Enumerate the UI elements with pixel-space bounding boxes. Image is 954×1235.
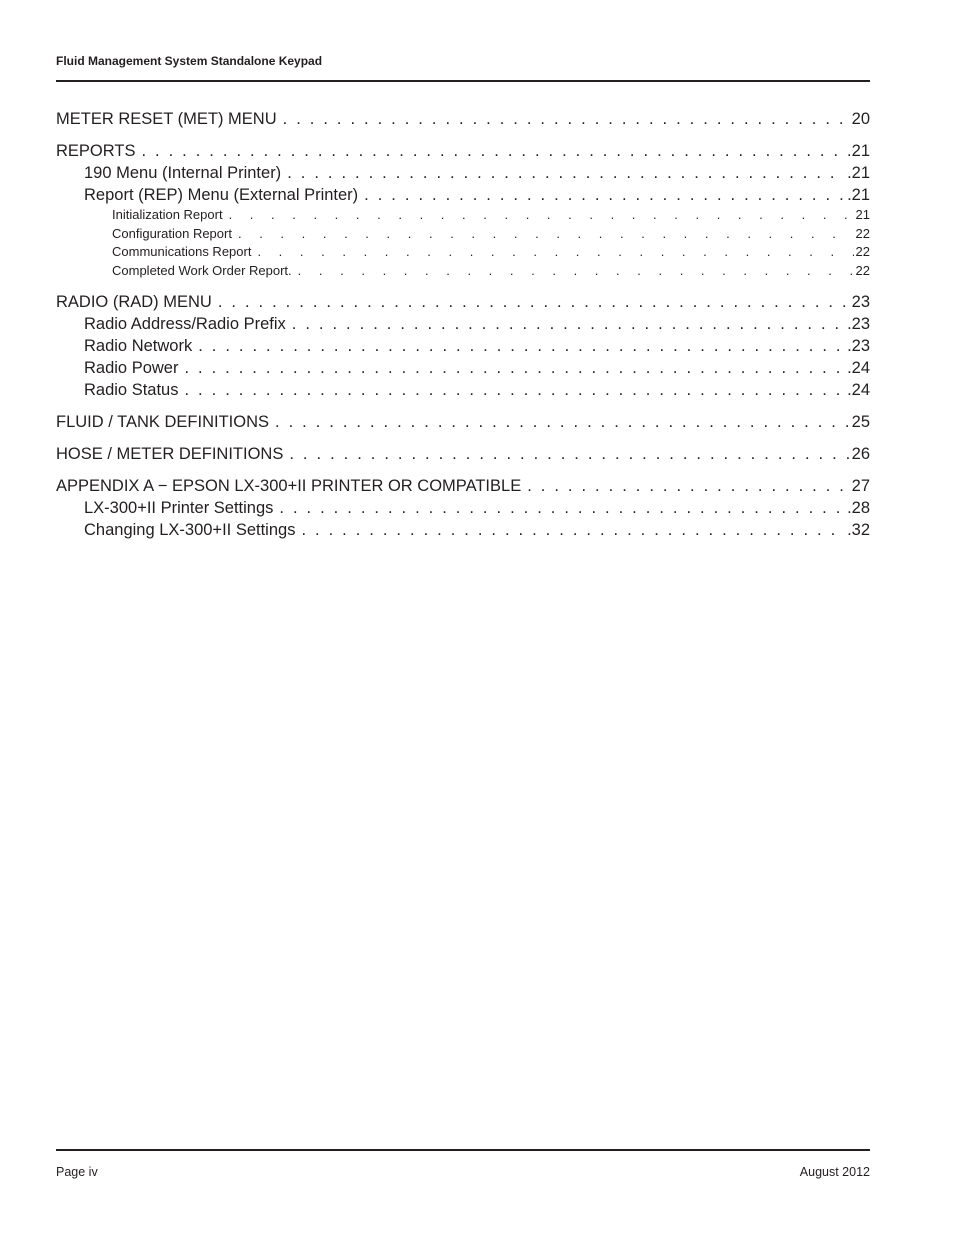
- toc-dot-leader: [279, 497, 845, 519]
- table-of-contents: [56, 108, 870, 541]
- toc-entry[interactable]: [56, 108, 870, 130]
- toc-entry-page-number: .28: [847, 498, 870, 517]
- toc-entry-page-number: 21: [851, 142, 870, 160]
- toc-entry-page-number: 22: [855, 225, 870, 241]
- document-header-title: Fluid Management System Standalone Keypad: [56, 54, 323, 68]
- toc-entry-title: REPORTS: [56, 142, 136, 160]
- toc-entry[interactable]: [56, 243, 870, 262]
- toc-entry-page-number: .21: [847, 164, 870, 182]
- toc-entry[interactable]: [56, 475, 870, 497]
- toc-entry-title: Radio Address/Radio Prefix: [84, 314, 286, 333]
- toc-entry-page-number: 21: [855, 207, 870, 222]
- toc-entry-title: Radio Power: [84, 358, 179, 377]
- footer-date: August 2012: [799, 1165, 870, 1179]
- toc-dot-leader: [289, 443, 849, 465]
- toc-entry-page-number: 25: [851, 412, 870, 431]
- toc-dot-leader: [301, 519, 845, 541]
- toc-dot-leader: [298, 262, 854, 281]
- toc-entry[interactable]: [56, 497, 870, 519]
- toc-entry[interactable]: [56, 206, 870, 225]
- toc-entry-page-number: 22: [855, 244, 870, 260]
- toc-entry-page-number: 27: [851, 476, 870, 495]
- toc-entry-page-number: 22: [855, 263, 870, 279]
- toc-entry-page-number: .23: [847, 314, 870, 333]
- toc-entry[interactable]: [56, 162, 870, 184]
- toc-entry-title: Radio Network: [84, 336, 193, 355]
- header-divider: [56, 80, 870, 82]
- toc-entry-page-number: .21: [847, 186, 870, 204]
- toc-dot-leader: [141, 140, 849, 162]
- toc-dot-leader: [218, 291, 850, 313]
- toc-entry-title: Communications Report: [112, 244, 252, 260]
- toc-entry[interactable]: [56, 411, 870, 433]
- toc-entry-title: FLUID / TANK DEFINITIONS: [56, 412, 269, 431]
- toc-entry-title: Radio Status: [84, 380, 179, 399]
- toc-entry[interactable]: [56, 262, 870, 281]
- toc-entry[interactable]: [56, 140, 870, 162]
- toc-entry-page-number: 23: [851, 292, 870, 311]
- toc-entry-page-number: .24: [847, 380, 870, 399]
- toc-entry-title: LX-300+II Printer Settings: [84, 498, 274, 517]
- toc-entry[interactable]: [56, 313, 870, 335]
- toc-entry-page-number: .24: [847, 358, 870, 377]
- toc-entry[interactable]: [56, 335, 870, 357]
- toc-entry-title: 190 Menu (Internal Printer): [84, 164, 282, 182]
- toc-entry-page-number: 26: [851, 444, 870, 463]
- toc-entry-title: APPENDIX A − EPSON LX-300+II PRINTER OR COMPATIBLE: [56, 476, 522, 495]
- toc-entry[interactable]: [56, 519, 870, 541]
- toc-entry-title: Changing LX-300+II Settings: [84, 520, 296, 539]
- toc-entry-title: HOSE / METER DEFINITIONS: [56, 444, 284, 463]
- toc-entry-page-number: .23: [847, 336, 870, 355]
- toc-entry-page-number: 20: [851, 110, 870, 128]
- toc-dot-leader: [229, 206, 854, 225]
- toc-entry-title: Initialization Report: [112, 207, 223, 222]
- toc-dot-leader: [275, 411, 850, 433]
- toc-dot-leader: [292, 313, 845, 335]
- toc-dot-leader: [238, 225, 854, 244]
- toc-dot-leader: [364, 184, 845, 206]
- toc-entry-title: Completed Work Order Report.: [112, 263, 292, 279]
- footer-page-label: Page iv: [56, 1165, 98, 1179]
- toc-dot-leader: [198, 335, 845, 357]
- toc-dot-leader: [283, 108, 850, 130]
- footer-divider: [56, 1149, 870, 1151]
- toc-entry[interactable]: [56, 379, 870, 401]
- toc-dot-leader: [287, 162, 845, 184]
- toc-entry-title: Report (REP) Menu (External Printer): [84, 186, 359, 204]
- toc-entry-page-number: .32: [847, 520, 870, 539]
- toc-dot-leader: [527, 475, 849, 497]
- toc-entry[interactable]: [56, 291, 870, 313]
- toc-entry-title: METER RESET (MET) MENU: [56, 110, 277, 128]
- toc-dot-leader: [257, 243, 853, 262]
- toc-dot-leader: [184, 357, 845, 379]
- toc-dot-leader: [184, 379, 845, 401]
- toc-entry[interactable]: [56, 225, 870, 244]
- toc-entry[interactable]: [56, 443, 870, 465]
- toc-entry-title: Configuration Report: [112, 225, 232, 241]
- toc-entry[interactable]: [56, 184, 870, 206]
- toc-entry[interactable]: [56, 357, 870, 379]
- toc-entry-title: RADIO (RAD) MENU: [56, 292, 212, 311]
